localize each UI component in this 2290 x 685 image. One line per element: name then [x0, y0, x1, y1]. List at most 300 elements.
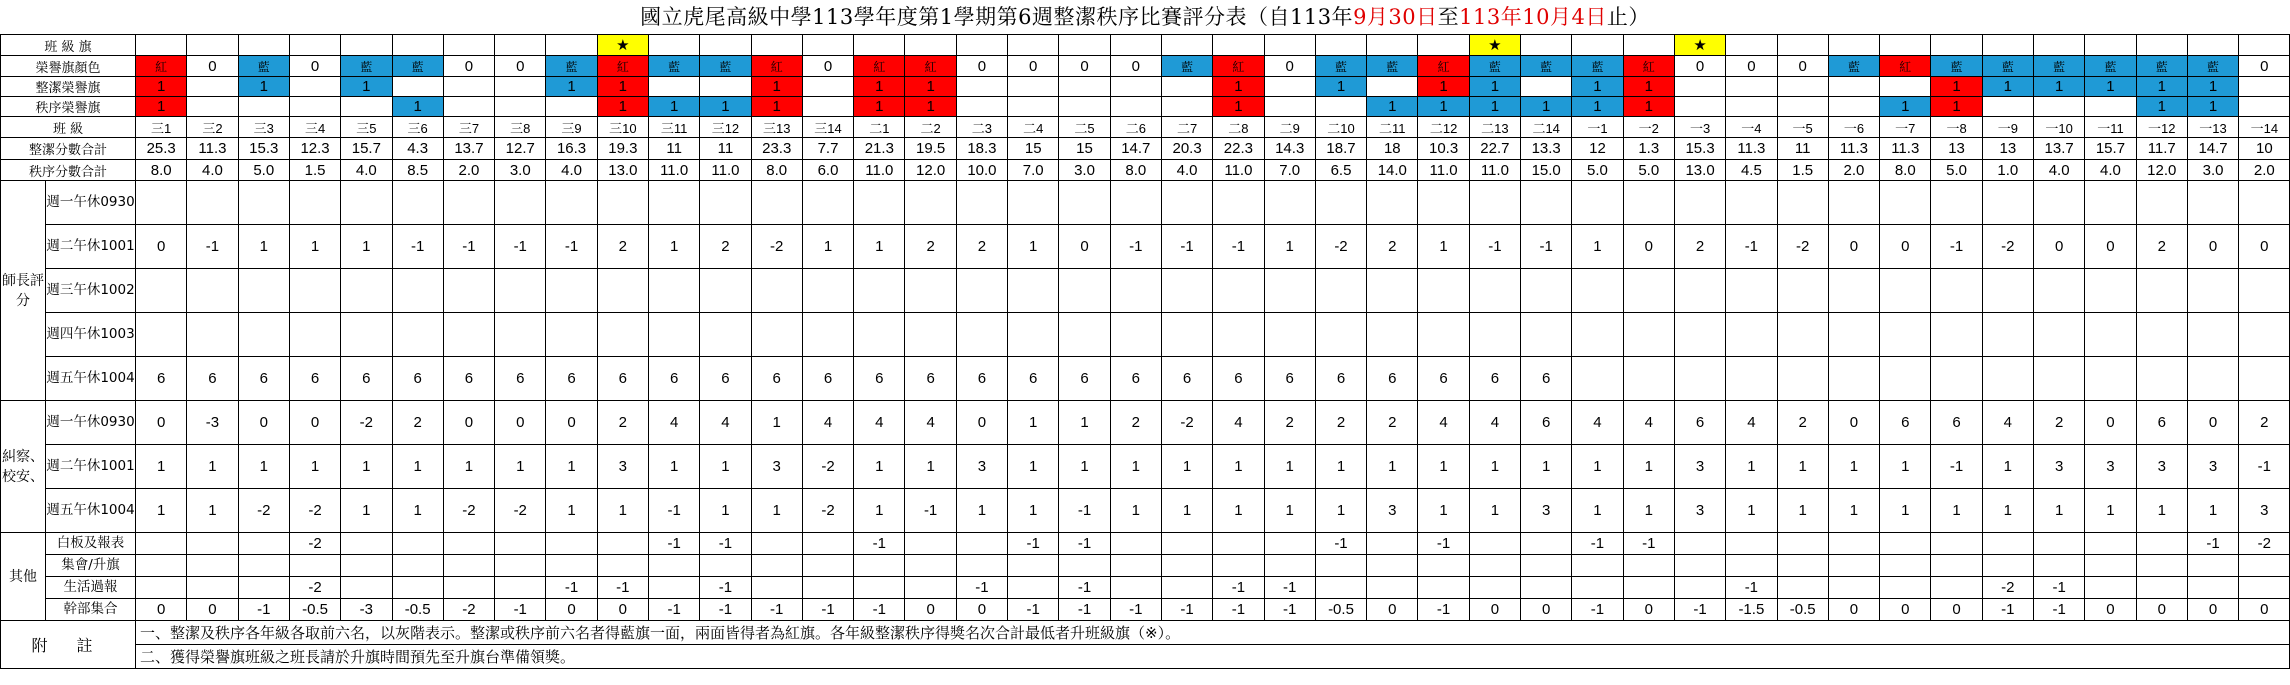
- score-cell: 0: [2136, 599, 2187, 621]
- score-cell: -2: [238, 489, 289, 533]
- class-name: 一5: [1777, 117, 1828, 138]
- score-cell: [1469, 181, 1520, 225]
- period-label: 生活過報: [46, 577, 136, 599]
- score-cell: 0: [905, 599, 956, 621]
- class-flag-cell: [1572, 35, 1623, 56]
- score-cell: 6: [1521, 357, 1572, 401]
- score-cell: [2034, 181, 2085, 225]
- score-cell: -1.5: [1726, 599, 1777, 621]
- score-cell: [1315, 181, 1366, 225]
- score-cell: [289, 313, 340, 357]
- order-total-cell: 2.0: [443, 160, 494, 181]
- score-cell: 2: [956, 225, 1007, 269]
- score-cell: [751, 533, 802, 555]
- clean-total-cell: 16.3: [546, 138, 597, 160]
- score-cell: [1674, 269, 1725, 313]
- score-cell: [136, 577, 187, 599]
- score-cell: 2: [1777, 401, 1828, 445]
- clean-total-cell: 12: [1572, 138, 1623, 160]
- score-cell: [1008, 555, 1059, 577]
- score-cell: [1213, 533, 1264, 555]
- order-total-cell: 11.0: [1469, 160, 1520, 181]
- flag-color-cell: 0: [956, 56, 1007, 77]
- score-cell: [1982, 357, 2033, 401]
- score-cell: [1880, 313, 1931, 357]
- score-cell: [1213, 555, 1264, 577]
- score-cell: [956, 181, 1007, 225]
- class-flag-cell: [1828, 35, 1879, 56]
- score-cell: -1: [1572, 599, 1623, 621]
- score-cell: 2: [700, 225, 751, 269]
- score-cell: [1623, 269, 1674, 313]
- score-cell: [597, 313, 648, 357]
- score-cell: [1315, 313, 1366, 357]
- score-cell: [2034, 313, 2085, 357]
- score-cell: 0: [187, 599, 238, 621]
- score-cell: [1572, 555, 1623, 577]
- score-cell: [1418, 577, 1469, 599]
- order-flag-cell: [1264, 97, 1315, 117]
- score-cell: -2: [341, 401, 392, 445]
- score-cell: -2: [289, 577, 340, 599]
- order-total-cell: 8.0: [751, 160, 802, 181]
- order-total-cell: 1.0: [1982, 160, 2033, 181]
- score-cell: [341, 533, 392, 555]
- score-cell: [2239, 313, 2290, 357]
- score-cell: 0: [956, 401, 1007, 445]
- score-cell: [751, 555, 802, 577]
- flag-color-cell: 0: [802, 56, 853, 77]
- order-flag-cell: 1: [1880, 97, 1931, 117]
- order-flag-cell: 1: [854, 97, 905, 117]
- score-cell: [392, 577, 443, 599]
- clean-flag-cell: 1: [1931, 77, 1982, 97]
- order-total-cell: 8.0: [1880, 160, 1931, 181]
- score-cell: 6: [905, 357, 956, 401]
- notes-label: 附 註: [1, 621, 136, 669]
- class-name: 一6: [1828, 117, 1879, 138]
- clean-flag-label: 整潔榮譽旗: [1, 77, 136, 97]
- class-name: 三13: [751, 117, 802, 138]
- clean-flag-cell: [1674, 77, 1725, 97]
- class-flag-cell: [2085, 35, 2136, 56]
- clean-total-cell: 15.3: [238, 138, 289, 160]
- order-total-cell: 4.0: [2085, 160, 2136, 181]
- order-total-cell: 5.0: [1931, 160, 1982, 181]
- score-cell: 3: [2239, 489, 2290, 533]
- blue-flag-cell: 藍: [1315, 56, 1366, 77]
- score-cell: 6: [341, 357, 392, 401]
- order-total-cell: 11.0: [1213, 160, 1264, 181]
- score-cell: [1367, 577, 1418, 599]
- score-cell: 3: [1521, 489, 1572, 533]
- star-icon: ★: [597, 35, 648, 56]
- score-cell: [187, 313, 238, 357]
- flag-color-cell: 0: [1008, 56, 1059, 77]
- score-cell: [1367, 555, 1418, 577]
- score-cell: 1: [341, 445, 392, 489]
- score-cell: [1161, 555, 1212, 577]
- class-name: 二1: [854, 117, 905, 138]
- class-name: 一9: [1982, 117, 2033, 138]
- score-cell: [905, 269, 956, 313]
- score-cell: 1: [136, 489, 187, 533]
- class-name: 一14: [2239, 117, 2290, 138]
- score-cell: [2085, 313, 2136, 357]
- class-name: 一8: [1931, 117, 1982, 138]
- score-cell: [2239, 555, 2290, 577]
- score-cell: [597, 269, 648, 313]
- clean-flag-cell: 1: [1982, 77, 2033, 97]
- clean-flag-cell: 1: [1418, 77, 1469, 97]
- clean-flag-cell: 1: [2136, 77, 2187, 97]
- score-cell: -3: [187, 401, 238, 445]
- order-total-cell: 2.0: [1828, 160, 1879, 181]
- clean-total-cell: 13: [1931, 138, 1982, 160]
- score-cell: 1: [1315, 489, 1366, 533]
- score-cell: [2239, 357, 2290, 401]
- score-cell: [1161, 313, 1212, 357]
- score-cell: 0: [956, 599, 1007, 621]
- blue-flag-cell: 藍: [238, 56, 289, 77]
- order-flag-cell: [1110, 97, 1161, 117]
- order-total-cell: 5.0: [1572, 160, 1623, 181]
- score-cell: [1213, 269, 1264, 313]
- score-cell: 1: [1008, 445, 1059, 489]
- class-name: 一13: [2187, 117, 2238, 138]
- score-cell: [2187, 269, 2238, 313]
- score-cell: [2239, 269, 2290, 313]
- score-cell: -1: [905, 489, 956, 533]
- score-cell: 1: [1828, 445, 1879, 489]
- class-flag-cell: [2187, 35, 2238, 56]
- score-cell: -1: [1213, 599, 1264, 621]
- score-cell: [802, 555, 853, 577]
- class-flag-cell: [289, 35, 340, 56]
- score-cell: [1828, 181, 1879, 225]
- score-cell: [700, 269, 751, 313]
- class-name: 一4: [1726, 117, 1777, 138]
- score-cell: [1110, 555, 1161, 577]
- clean-total-cell: 22.7: [1469, 138, 1520, 160]
- score-cell: [854, 577, 905, 599]
- order-total-cell: 4.5: [1726, 160, 1777, 181]
- score-cell: 3: [2136, 445, 2187, 489]
- score-cell: -0.5: [392, 599, 443, 621]
- score-cell: [854, 181, 905, 225]
- score-cell: [238, 555, 289, 577]
- order-flag-cell: 1: [751, 97, 802, 117]
- clean-total-cell: 21.3: [854, 138, 905, 160]
- score-cell: 1: [1008, 489, 1059, 533]
- score-cell: [238, 181, 289, 225]
- score-cell: [1059, 181, 1110, 225]
- clean-flag-cell: 1: [238, 77, 289, 97]
- class-name: 三6: [392, 117, 443, 138]
- score-cell: -1: [1161, 599, 1212, 621]
- score-cell: 4: [1572, 401, 1623, 445]
- score-cell: [1059, 313, 1110, 357]
- period-label: 週五午休1004: [46, 489, 136, 533]
- score-cell: 1: [905, 445, 956, 489]
- clean-flag-cell: 1: [905, 77, 956, 97]
- score-cell: [1623, 181, 1674, 225]
- score-cell: 1: [648, 445, 699, 489]
- clean-total-cell: 14.7: [2187, 138, 2238, 160]
- score-cell: [1110, 269, 1161, 313]
- order-flag-cell: [956, 97, 1007, 117]
- score-cell: -1: [700, 599, 751, 621]
- score-cell: [2136, 313, 2187, 357]
- clean-flag-cell: [1880, 77, 1931, 97]
- class-flag-cell: [1880, 35, 1931, 56]
- class-flag-cell: [1110, 35, 1161, 56]
- blue-flag-cell: 藍: [1982, 56, 2033, 77]
- score-cell: -1: [1161, 225, 1212, 269]
- score-cell: -2: [1315, 225, 1366, 269]
- star-icon: ★: [1469, 35, 1520, 56]
- score-cell: [1674, 533, 1725, 555]
- score-cell: [1213, 181, 1264, 225]
- score-cell: [1521, 269, 1572, 313]
- order-total-cell: 5.0: [238, 160, 289, 181]
- red-flag-cell: 紅: [905, 56, 956, 77]
- score-cell: 1: [1623, 489, 1674, 533]
- clean-flag-cell: 1: [136, 77, 187, 97]
- score-cell: [1982, 181, 2033, 225]
- score-cell: 1: [1008, 401, 1059, 445]
- clean-total-cell: 11: [1777, 138, 1828, 160]
- red-flag-cell: 紅: [854, 56, 905, 77]
- score-cell: [1777, 577, 1828, 599]
- score-cell: [1623, 313, 1674, 357]
- score-cell: 6: [1110, 357, 1161, 401]
- score-cell: 0: [1623, 599, 1674, 621]
- score-cell: [1418, 181, 1469, 225]
- score-cell: 1: [1880, 445, 1931, 489]
- score-cell: -1: [1059, 599, 1110, 621]
- score-cell: 2: [1110, 401, 1161, 445]
- order-flag-cell: [2085, 97, 2136, 117]
- period-label: 幹部集合: [46, 599, 136, 621]
- clean-total-cell: 18.3: [956, 138, 1007, 160]
- clean-total-cell: 7.7: [802, 138, 853, 160]
- note-line-2: 二、獲得榮譽旗班級之班長請於升旗時間預先至升旗台準備領獎。: [136, 645, 2290, 669]
- class-name: 二4: [1008, 117, 1059, 138]
- clean-flag-cell: [187, 77, 238, 97]
- order-total-cell: 1.5: [1777, 160, 1828, 181]
- score-cell: 0: [136, 401, 187, 445]
- score-cell: [289, 555, 340, 577]
- score-cell: [1828, 533, 1879, 555]
- clean-flag-cell: [1828, 77, 1879, 97]
- score-cell: [854, 269, 905, 313]
- order-total-cell: 13.0: [1674, 160, 1725, 181]
- class-flag-cell: [1367, 35, 1418, 56]
- period-label: 週一午休0930: [46, 181, 136, 225]
- score-cell: 6: [1931, 401, 1982, 445]
- score-cell: 6: [956, 357, 1007, 401]
- score-cell: [597, 533, 648, 555]
- clean-flag-cell: [289, 77, 340, 97]
- score-cell: [1110, 313, 1161, 357]
- clean-total-cell: 15.3: [1674, 138, 1725, 160]
- order-total-cell: 1.5: [289, 160, 340, 181]
- class-flag-cell: [648, 35, 699, 56]
- score-cell: [136, 313, 187, 357]
- score-cell: -1: [495, 599, 546, 621]
- score-cell: 1: [2085, 489, 2136, 533]
- class-name: 三8: [495, 117, 546, 138]
- flag-color-cell: 0: [187, 56, 238, 77]
- score-cell: 6: [1315, 357, 1366, 401]
- score-cell: 1: [495, 445, 546, 489]
- score-cell: -1: [443, 225, 494, 269]
- order-flag-cell: 1: [1623, 97, 1674, 117]
- red-flag-cell: 紅: [751, 56, 802, 77]
- class-name: 三7: [443, 117, 494, 138]
- score-cell: [341, 313, 392, 357]
- score-cell: 6: [802, 357, 853, 401]
- score-cell: [1572, 269, 1623, 313]
- score-cell: 4: [648, 401, 699, 445]
- score-cell: [495, 555, 546, 577]
- score-cell: 0: [1521, 599, 1572, 621]
- class-flag-cell: [187, 35, 238, 56]
- score-cell: [905, 577, 956, 599]
- order-total-cell: 3.0: [1059, 160, 1110, 181]
- order-total-cell: 12.0: [905, 160, 956, 181]
- score-cell: [1931, 269, 1982, 313]
- score-cell: -2: [443, 489, 494, 533]
- score-cell: -1: [1315, 533, 1366, 555]
- clean-total-cell: 13.7: [2034, 138, 2085, 160]
- order-total-cell: 8.0: [1110, 160, 1161, 181]
- clean-total-cell: 13.3: [1521, 138, 1572, 160]
- score-cell: -1: [597, 577, 648, 599]
- score-cell: -1: [1213, 577, 1264, 599]
- score-cell: [238, 313, 289, 357]
- order-flag-cell: [2034, 97, 2085, 117]
- class-flag-cell: [238, 35, 289, 56]
- score-cell: [1264, 555, 1315, 577]
- score-cell: [1828, 269, 1879, 313]
- score-cell: [700, 555, 751, 577]
- score-cell: [495, 313, 546, 357]
- class-flag-cell: [546, 35, 597, 56]
- score-cell: 4: [1726, 401, 1777, 445]
- score-cell: 6: [1418, 357, 1469, 401]
- score-cell: [1777, 313, 1828, 357]
- score-cell: 1: [187, 445, 238, 489]
- score-cell: [546, 555, 597, 577]
- score-cell: 1: [1469, 489, 1520, 533]
- order-total-cell: 8.5: [392, 160, 443, 181]
- clean-flag-cell: 1: [854, 77, 905, 97]
- score-cell: [1469, 313, 1520, 357]
- score-cell: -2: [1982, 577, 2033, 599]
- score-cell: 1: [1315, 445, 1366, 489]
- order-total-cell: 6.5: [1315, 160, 1366, 181]
- score-cell: -2: [1161, 401, 1212, 445]
- score-cell: [1828, 577, 1879, 599]
- class-flag-cell: [905, 35, 956, 56]
- score-cell: [392, 181, 443, 225]
- score-cell: 1: [1213, 445, 1264, 489]
- score-cell: [238, 577, 289, 599]
- score-cell: 6: [136, 357, 187, 401]
- blue-flag-cell: 藍: [2034, 56, 2085, 77]
- score-cell: -2: [1982, 225, 2033, 269]
- class-flag-cell: [341, 35, 392, 56]
- score-cell: [1008, 181, 1059, 225]
- clean-total-cell: 20.3: [1161, 138, 1212, 160]
- blue-flag-cell: 藍: [2085, 56, 2136, 77]
- score-cell: [956, 555, 1007, 577]
- class-flag-cell: [2239, 35, 2290, 56]
- clean-flag-cell: [443, 77, 494, 97]
- score-cell: 2: [1367, 401, 1418, 445]
- score-cell: 1: [1623, 445, 1674, 489]
- red-flag-cell: 紅: [1880, 56, 1931, 77]
- class-flag-cell: [1777, 35, 1828, 56]
- score-cell: -1: [546, 225, 597, 269]
- score-cell: -0.5: [289, 599, 340, 621]
- score-cell: 6: [854, 357, 905, 401]
- score-cell: [495, 181, 546, 225]
- clean-flag-cell: [1161, 77, 1212, 97]
- score-cell: -1: [1110, 599, 1161, 621]
- score-cell: 1: [1264, 445, 1315, 489]
- class-flag-cell: [1418, 35, 1469, 56]
- flag-color-cell: 0: [1110, 56, 1161, 77]
- score-cell: [905, 555, 956, 577]
- class-name: 三1: [136, 117, 187, 138]
- score-cell: -1: [1726, 225, 1777, 269]
- score-cell: -1: [1521, 225, 1572, 269]
- score-cell: [238, 269, 289, 313]
- blue-flag-cell: 藍: [1828, 56, 1879, 77]
- score-cell: 1: [648, 225, 699, 269]
- score-cell: 0: [1367, 599, 1418, 621]
- score-cell: -1: [1213, 225, 1264, 269]
- score-cell: [1674, 313, 1725, 357]
- score-cell: -1: [700, 577, 751, 599]
- clean-flag-cell: 1: [1213, 77, 1264, 97]
- score-cell: [1059, 269, 1110, 313]
- score-cell: 1: [751, 401, 802, 445]
- clean-total-cell: 18.7: [1315, 138, 1366, 160]
- class-name: 一12: [2136, 117, 2187, 138]
- score-cell: 0: [1623, 225, 1674, 269]
- score-cell: [1880, 181, 1931, 225]
- score-cell: [2187, 313, 2238, 357]
- class-name: 三14: [802, 117, 853, 138]
- clean-flag-cell: [1008, 77, 1059, 97]
- score-cell: 0: [1931, 599, 1982, 621]
- score-cell: 4: [802, 401, 853, 445]
- score-cell: 3: [2034, 445, 2085, 489]
- order-total-cell: 10.0: [956, 160, 1007, 181]
- period-label: 週一午休0930: [46, 401, 136, 445]
- order-flag-cell: [1008, 97, 1059, 117]
- score-cell: -1: [648, 533, 699, 555]
- score-cell: [751, 269, 802, 313]
- score-cell: [751, 313, 802, 357]
- score-cell: [136, 181, 187, 225]
- score-cell: -1: [2034, 577, 2085, 599]
- score-cell: -1: [238, 599, 289, 621]
